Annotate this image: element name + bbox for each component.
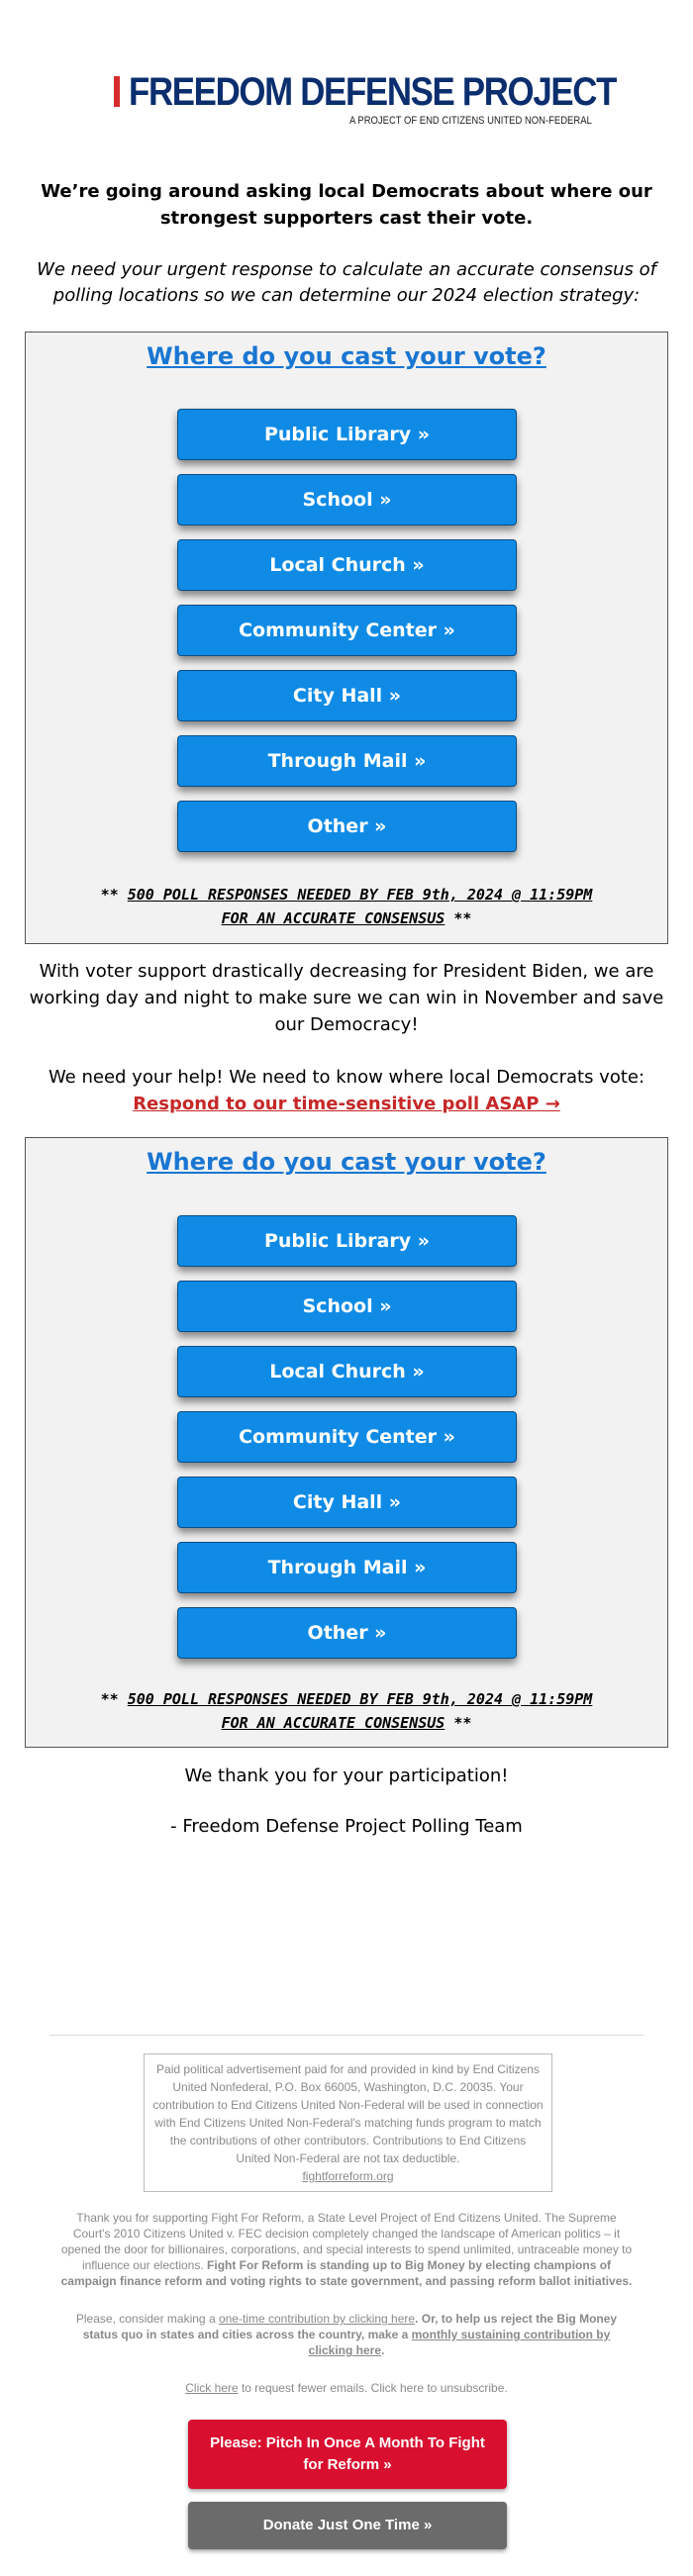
deadline-notice: ** 500 POLL RESPONSES NEEDED BY FEB 9th, 2024 @ 11:59PM FOR AN ACCURATE CONSENSUS ** [100,886,593,927]
poll-box-1 [25,332,668,944]
intro-headline: We’re going around asking local Democrats about where our strongest supporters cast their vote. [41,181,652,229]
email-preferences-text: Click here to request fewer emails. Click here to unsubscribe. [185,2381,508,2395]
intro-urgent: We need your urgent response to calculate an accurate consensus of polling locations so we can determine our 2024 election strategy: [37,259,656,306]
vote-button-local-church[interactable]: Local Church » [177,539,517,591]
footer-divider [50,2035,644,2036]
monthly-contribution-link[interactable]: monthly sustaining contribution by clicking here [308,2328,611,2357]
paid-for-disclaimer: Paid political advertisement paid for and provided in kind by End Citizens United Nonfederal, P.O. Box 66005, Washington, D.C. 20035. Your contribution to End Citizens United Non-Federal will be used in connection with End Citizens United Non-Federal's matching funds program to match the contributions of other contributors. Contributions to End Citizens United Non-Federal are not tax deductible. fightforreform.org [144,2053,552,2192]
poll-title[interactable]: Where do you cast your vote? [147,342,546,370]
vote-button-community-center[interactable]: Community Center » [177,1411,517,1463]
vote-button-through-mail[interactable]: Through Mail » [177,1542,517,1593]
body-paragraph-2: We need your help! We need to know where local Democrats vote: Respond to our time-sensitive poll ASAP → [48,1067,645,1114]
vote-button-public-library[interactable]: Public Library » [177,1215,517,1267]
logo-subtitle: A PROJECT OF END CITIZENS UNITED NON-FEDERAL [349,115,592,127]
support-text: Thank you for supporting Fight For Reform, a State Level Project of End Citizens United. The Supreme Court's 2010 Citizens United v. FEC decision completely changed the landscape of American politics – it opened the door for billionaires, corporations, and special interests to spend unlimited, untraceable money to influence our elections. Fight For Reform is standing up to Big Money by electing champions of campaign finance reform and voting rights to state government, and passing reform ballot initiatives. [60,2211,633,2288]
logo [114,70,617,132]
logo-accent-bar [114,76,120,107]
vote-button-city-hall[interactable]: City Hall » [177,1477,517,1528]
vote-button-city-hall[interactable]: City Hall » [177,670,517,721]
vote-button-through-mail[interactable]: Through Mail » [177,735,517,787]
one-time-contribution-link[interactable]: one-time contribution by clicking here [218,2312,416,2326]
vote-button-public-library[interactable]: Public Library » [177,409,517,460]
consider-text: Please, consider making a one-time contribution by clicking here. Or, to help us reject the Big Money status quo in states and cities across the country, make a monthly sustaining contribution by clicking here. [75,2312,618,2357]
signoff-text: - Freedom Defense Project Polling Team [170,1816,523,1837]
poll-box-2 [25,1137,668,1748]
vote-button-community-center[interactable]: Community Center » [177,605,517,656]
one-time-donate-button[interactable]: Donate Just One Time » [188,2502,507,2549]
poll-title[interactable]: Where do you cast your vote? [147,1148,546,1176]
body-paragraph-1: With voter support drastically decreasing for President Biden, we are working day and night to make sure we can win in November and save our Democracy! [29,961,664,1035]
vote-button-local-church[interactable]: Local Church » [177,1346,517,1397]
thanks-text: We thank you for your participation! [184,1765,509,1786]
vote-button-other[interactable]: Other » [177,1607,517,1659]
vote-button-school[interactable]: School » [177,474,517,525]
fewer-emails-link[interactable]: Click here [185,2381,239,2395]
fightforreform-link[interactable]: fightforreform.org [302,2169,394,2183]
vote-button-other[interactable]: Other » [177,801,517,852]
vote-button-school[interactable]: School » [177,1281,517,1332]
monthly-donate-button[interactable]: Please: Pitch In Once A Month To Fight for Reform » [188,2420,507,2489]
logo-name: FREEDOM DEFENSE PROJECT [129,70,617,114]
deadline-notice: ** 500 POLL RESPONSES NEEDED BY FEB 9th, 2024 @ 11:59PM FOR AN ACCURATE CONSENSUS ** [100,1690,593,1732]
respond-poll-link[interactable]: Respond to our time-sensitive poll ASAP → [133,1094,560,1114]
